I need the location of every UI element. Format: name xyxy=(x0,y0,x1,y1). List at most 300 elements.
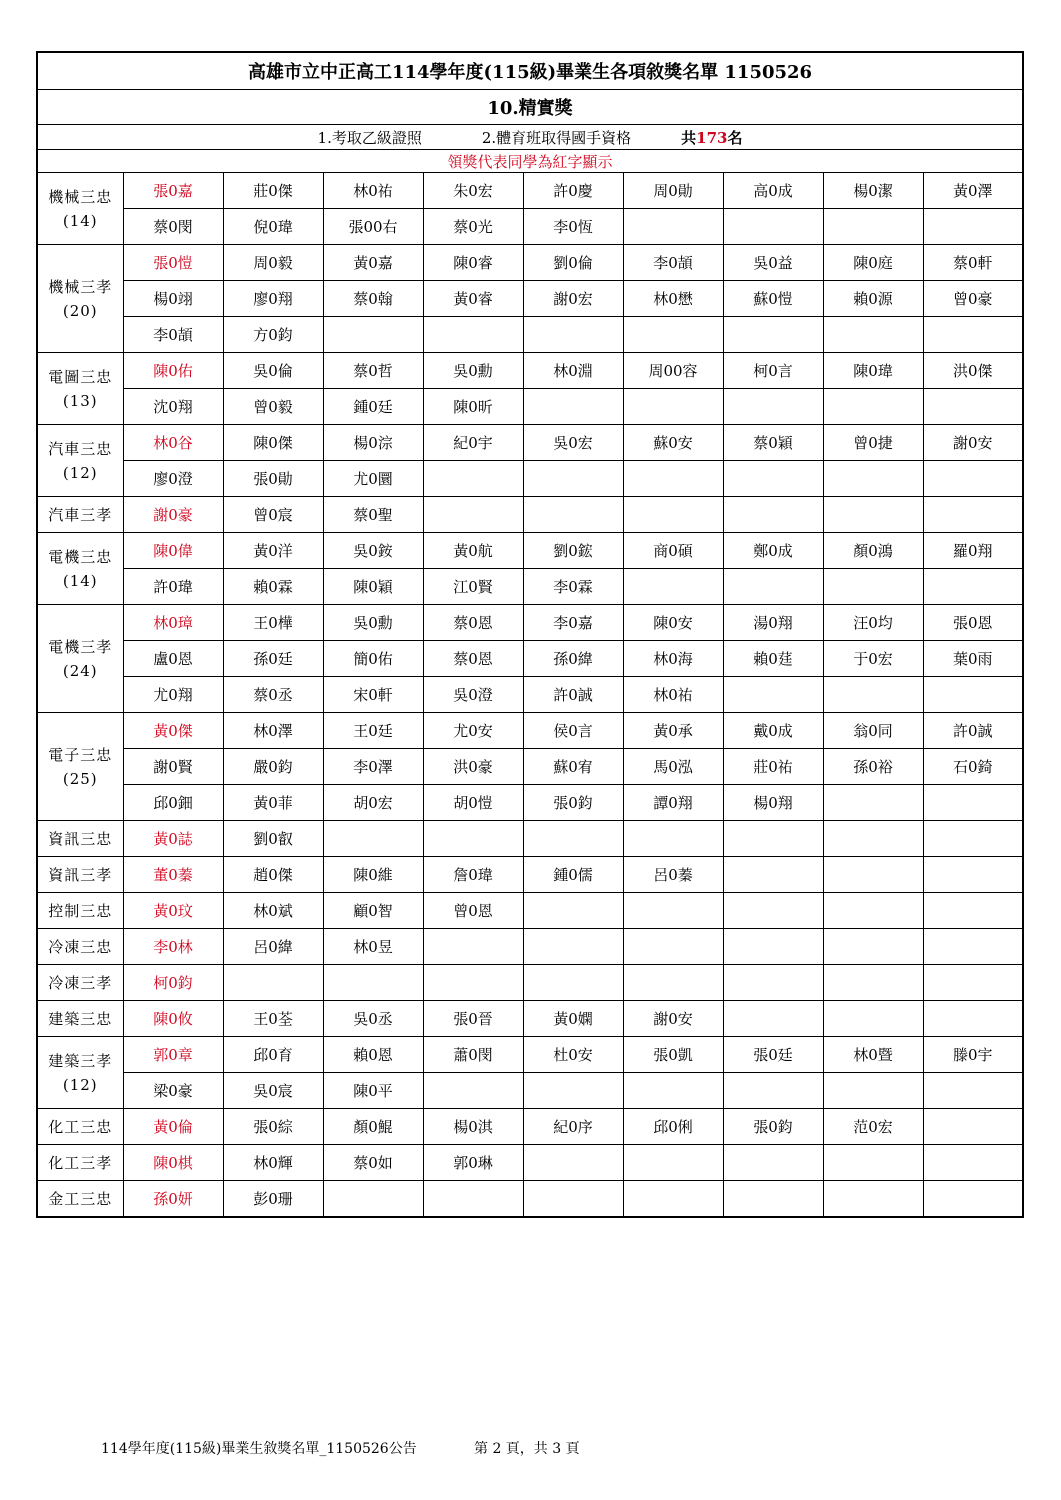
empty-cell xyxy=(623,317,723,353)
class-name: 汽車三忠 xyxy=(48,439,113,458)
criteria-row xyxy=(37,125,1023,150)
student-name: 吳0倫 xyxy=(223,353,323,389)
class-label xyxy=(37,893,123,929)
student-name: 林0祐 xyxy=(623,677,723,713)
student-name: 戴0成 xyxy=(723,713,823,749)
empty-cell xyxy=(923,821,1023,857)
empty-cell xyxy=(723,929,823,965)
student-name: 陳0安 xyxy=(623,605,723,641)
student-name: 譚0翔 xyxy=(623,785,723,821)
student-name: 胡0愷 xyxy=(423,785,523,821)
student-name: 方0鈞 xyxy=(223,317,323,353)
student-name: 滕0宇 xyxy=(923,1037,1023,1073)
student-name: 柯0言 xyxy=(723,353,823,389)
student-name: 陳0傑 xyxy=(223,425,323,461)
class-name: 冷凍三孝 xyxy=(48,973,113,992)
empty-cell xyxy=(223,965,323,1001)
class-name: 資訊三孝 xyxy=(48,865,113,884)
student-name: 謝0賢 xyxy=(123,749,223,785)
empty-cell xyxy=(723,821,823,857)
empty-cell xyxy=(923,1181,1023,1218)
student-name: 黃0承 xyxy=(623,713,723,749)
empty-cell xyxy=(623,209,723,245)
class-name: 化工三孝 xyxy=(48,1153,113,1172)
empty-cell xyxy=(423,821,523,857)
empty-cell xyxy=(823,893,923,929)
empty-cell xyxy=(823,1145,923,1181)
empty-cell xyxy=(723,461,823,497)
student-name: 許0誠 xyxy=(923,713,1023,749)
class-row xyxy=(37,929,1023,965)
class-row xyxy=(37,245,1023,281)
representative-student: 黃0玟 xyxy=(123,893,223,929)
award-row xyxy=(37,90,1023,125)
student-name: 梁0豪 xyxy=(123,1073,223,1109)
student-name: 詹0瑋 xyxy=(423,857,523,893)
total-number: 173 xyxy=(696,128,728,147)
student-name: 宋0軒 xyxy=(323,677,423,713)
student-name: 杜0安 xyxy=(523,1037,623,1073)
student-name: 張0勛 xyxy=(223,461,323,497)
student-name: 楊0淇 xyxy=(423,1109,523,1145)
student-name: 劉0倫 xyxy=(523,245,623,281)
class-row xyxy=(37,389,1023,425)
student-name: 呂0蓁 xyxy=(623,857,723,893)
empty-cell xyxy=(823,929,923,965)
student-name: 盧0恩 xyxy=(123,641,223,677)
empty-cell xyxy=(823,821,923,857)
criterion-1: 1.考取乙級證照 xyxy=(317,128,422,147)
student-name: 侯0言 xyxy=(523,713,623,749)
student-name: 尤0翔 xyxy=(123,677,223,713)
empty-cell xyxy=(423,317,523,353)
student-name: 黃0澤 xyxy=(923,173,1023,209)
class-name: 機械三忠 xyxy=(48,187,113,206)
student-name: 林0昱 xyxy=(323,929,423,965)
student-name: 陳0睿 xyxy=(423,245,523,281)
student-name: 洪0豪 xyxy=(423,749,523,785)
student-name: 謝0宏 xyxy=(523,281,623,317)
empty-cell xyxy=(423,1181,523,1218)
class-row xyxy=(37,281,1023,317)
student-name: 許0誠 xyxy=(523,677,623,713)
class-row xyxy=(37,1001,1023,1037)
student-name: 簡0佑 xyxy=(323,641,423,677)
award-name: 10.精實獎 xyxy=(37,90,1023,125)
class-row xyxy=(37,965,1023,1001)
student-name: 鍾0廷 xyxy=(323,389,423,425)
student-name: 紀0序 xyxy=(523,1109,623,1145)
class-row xyxy=(37,425,1023,461)
class-name: 資訊三忠 xyxy=(48,829,113,848)
student-name: 蔡0軒 xyxy=(923,245,1023,281)
class-row xyxy=(37,173,1023,209)
empty-cell xyxy=(623,821,723,857)
student-name: 陳0維 xyxy=(323,857,423,893)
empty-cell xyxy=(923,1145,1023,1181)
class-row xyxy=(37,821,1023,857)
empty-cell xyxy=(823,209,923,245)
student-name: 林0輝 xyxy=(223,1145,323,1181)
empty-cell xyxy=(823,461,923,497)
representative-student: 黃0倫 xyxy=(123,1109,223,1145)
empty-cell xyxy=(923,317,1023,353)
empty-cell xyxy=(523,1073,623,1109)
empty-cell xyxy=(823,389,923,425)
class-row xyxy=(37,353,1023,389)
document-title: 高雄市立中正高工114學年度(115級)畢業生各項敘獎名單 1150526 xyxy=(37,52,1023,90)
empty-cell xyxy=(923,461,1023,497)
student-name: 廖0翔 xyxy=(223,281,323,317)
class-label xyxy=(37,1001,123,1037)
representative-student: 陳0攸 xyxy=(123,1001,223,1037)
student-name: 曾0豪 xyxy=(923,281,1023,317)
student-name: 吳0勳 xyxy=(323,605,423,641)
empty-cell xyxy=(423,929,523,965)
empty-cell xyxy=(523,929,623,965)
class-row xyxy=(37,893,1023,929)
student-name: 王0廷 xyxy=(323,713,423,749)
award-table-body xyxy=(37,52,1023,1217)
representative-student: 黃0傑 xyxy=(123,713,223,749)
student-name: 石0錡 xyxy=(923,749,1023,785)
class-label xyxy=(37,965,123,1001)
student-name: 謝0安 xyxy=(623,1001,723,1037)
student-name: 劉0叡 xyxy=(223,821,323,857)
empty-cell xyxy=(823,1001,923,1037)
student-name: 邱0育 xyxy=(223,1037,323,1073)
empty-cell xyxy=(823,965,923,1001)
empty-cell xyxy=(323,821,423,857)
student-name: 吳0宏 xyxy=(523,425,623,461)
class-name: 電子三忠 xyxy=(48,745,113,764)
student-name: 林0海 xyxy=(623,641,723,677)
student-name: 黃0嫻 xyxy=(523,1001,623,1037)
student-name: 蔡0穎 xyxy=(723,425,823,461)
student-name: 倪0瑋 xyxy=(223,209,323,245)
empty-cell xyxy=(923,1109,1023,1145)
class-label xyxy=(37,1181,123,1218)
empty-cell xyxy=(723,677,823,713)
class-count: (13) xyxy=(62,391,98,410)
student-name: 呂0緯 xyxy=(223,929,323,965)
student-name: 范0宏 xyxy=(823,1109,923,1145)
student-name: 顏0鴻 xyxy=(823,533,923,569)
student-name: 張0恩 xyxy=(923,605,1023,641)
class-label xyxy=(37,929,123,965)
empty-cell xyxy=(623,569,723,605)
class-count: (25) xyxy=(62,769,98,788)
student-name: 王0荃 xyxy=(223,1001,323,1037)
student-name: 翁0同 xyxy=(823,713,923,749)
student-name: 郭0琳 xyxy=(423,1145,523,1181)
criterion-2: 2.體育班取得國手資格 xyxy=(481,128,632,147)
student-name: 鍾0儒 xyxy=(523,857,623,893)
student-name: 陳0庭 xyxy=(823,245,923,281)
class-label xyxy=(37,245,123,353)
class-row xyxy=(37,641,1023,677)
student-name: 吳0宸 xyxy=(223,1073,323,1109)
representative-student: 張0愷 xyxy=(123,245,223,281)
empty-cell xyxy=(823,497,923,533)
student-name: 黃0睿 xyxy=(423,281,523,317)
representative-student: 林0璋 xyxy=(123,605,223,641)
empty-cell xyxy=(823,1181,923,1218)
student-name: 馬0泓 xyxy=(623,749,723,785)
student-name: 楊0翔 xyxy=(723,785,823,821)
class-name: 建築三孝 xyxy=(48,1051,113,1070)
empty-cell xyxy=(523,317,623,353)
empty-cell xyxy=(923,965,1023,1001)
empty-cell xyxy=(523,821,623,857)
class-row xyxy=(37,461,1023,497)
empty-cell xyxy=(423,461,523,497)
empty-cell xyxy=(823,317,923,353)
student-name: 尤0安 xyxy=(423,713,523,749)
empty-cell xyxy=(823,785,923,821)
empty-cell xyxy=(923,785,1023,821)
student-name: 蔡0翰 xyxy=(323,281,423,317)
class-label xyxy=(37,173,123,245)
class-row xyxy=(37,533,1023,569)
student-name: 吳0益 xyxy=(723,245,823,281)
student-name: 曾0毅 xyxy=(223,389,323,425)
student-name: 曾0恩 xyxy=(423,893,523,929)
student-name: 黃0嘉 xyxy=(323,245,423,281)
empty-cell xyxy=(623,1181,723,1218)
class-row xyxy=(37,857,1023,893)
class-name: 機械三孝 xyxy=(48,277,113,296)
class-name: 金工三忠 xyxy=(48,1189,113,1208)
student-name: 鄭0成 xyxy=(723,533,823,569)
representative-student: 陳0棋 xyxy=(123,1145,223,1181)
student-name: 蔡0如 xyxy=(323,1145,423,1181)
class-row xyxy=(37,605,1023,641)
student-name: 蘇0愷 xyxy=(723,281,823,317)
empty-cell xyxy=(823,1073,923,1109)
class-label xyxy=(37,713,123,821)
student-name: 楊0潔 xyxy=(823,173,923,209)
student-name: 莊0傑 xyxy=(223,173,323,209)
class-label xyxy=(37,1109,123,1145)
class-name: 控制三忠 xyxy=(48,901,113,920)
student-name: 蔡0哲 xyxy=(323,353,423,389)
student-name: 林0淵 xyxy=(523,353,623,389)
class-row xyxy=(37,317,1023,353)
student-name: 商0碩 xyxy=(623,533,723,569)
student-name: 孫0廷 xyxy=(223,641,323,677)
empty-cell xyxy=(623,893,723,929)
class-row xyxy=(37,1181,1023,1218)
empty-cell xyxy=(623,965,723,1001)
representative-student: 謝0豪 xyxy=(123,497,223,533)
class-name: 建築三忠 xyxy=(48,1009,113,1028)
empty-cell xyxy=(723,317,823,353)
empty-cell xyxy=(523,497,623,533)
student-name: 蘇0安 xyxy=(623,425,723,461)
class-count: (24) xyxy=(62,661,98,680)
student-name: 高0成 xyxy=(723,173,823,209)
student-name: 吳0丞 xyxy=(323,1001,423,1037)
student-name: 蔡0閔 xyxy=(123,209,223,245)
student-name: 黃0洋 xyxy=(223,533,323,569)
student-name: 莊0祐 xyxy=(723,749,823,785)
empty-cell xyxy=(923,1001,1023,1037)
student-name: 賴0莛 xyxy=(723,641,823,677)
student-name: 林0祐 xyxy=(323,173,423,209)
representative-student: 陳0佑 xyxy=(123,353,223,389)
student-name: 林0澤 xyxy=(223,713,323,749)
class-row xyxy=(37,713,1023,749)
student-name: 顏0鯤 xyxy=(323,1109,423,1145)
representative-student: 李0林 xyxy=(123,929,223,965)
representative-student: 孫0妍 xyxy=(123,1181,223,1218)
student-name: 嚴0鈞 xyxy=(223,749,323,785)
student-name: 張0廷 xyxy=(723,1037,823,1073)
student-name: 孫0裕 xyxy=(823,749,923,785)
student-name: 張0鈞 xyxy=(723,1109,823,1145)
class-label xyxy=(37,1037,123,1109)
empty-cell xyxy=(623,389,723,425)
student-name: 林0懋 xyxy=(623,281,723,317)
empty-cell xyxy=(323,317,423,353)
student-name: 洪0傑 xyxy=(923,353,1023,389)
empty-cell xyxy=(723,893,823,929)
student-name: 劉0鋐 xyxy=(523,533,623,569)
student-name: 陳0平 xyxy=(323,1073,423,1109)
empty-cell xyxy=(823,569,923,605)
student-name: 吳0勳 xyxy=(423,353,523,389)
class-name: 電圖三忠 xyxy=(48,367,113,386)
student-name: 李0澤 xyxy=(323,749,423,785)
representative-student: 林0谷 xyxy=(123,425,223,461)
empty-cell xyxy=(823,857,923,893)
class-name: 電機三忠 xyxy=(48,547,113,566)
student-name: 王0樺 xyxy=(223,605,323,641)
empty-cell xyxy=(723,497,823,533)
student-name: 賴0霖 xyxy=(223,569,323,605)
student-name: 于0宏 xyxy=(823,641,923,677)
footer-document-name: 114學年度(115級)畢業生敘獎名單_1150526公告 xyxy=(101,1441,417,1457)
empty-cell xyxy=(723,569,823,605)
student-name: 蔡0恩 xyxy=(423,641,523,677)
student-name: 楊0淙 xyxy=(323,425,423,461)
student-name: 葉0雨 xyxy=(923,641,1023,677)
student-name: 胡0宏 xyxy=(323,785,423,821)
student-name: 黃0航 xyxy=(423,533,523,569)
class-label xyxy=(37,605,123,713)
class-label xyxy=(37,533,123,605)
student-name: 尤0圜 xyxy=(323,461,423,497)
student-name: 蔡0聖 xyxy=(323,497,423,533)
student-name: 趙0傑 xyxy=(223,857,323,893)
empty-cell xyxy=(823,677,923,713)
student-name: 陳0瑋 xyxy=(823,353,923,389)
empty-cell xyxy=(523,389,623,425)
student-name: 邱0鈿 xyxy=(123,785,223,821)
student-name: 彭0珊 xyxy=(223,1181,323,1218)
class-name: 電機三孝 xyxy=(48,637,113,656)
empty-cell xyxy=(723,209,823,245)
class-label xyxy=(37,1145,123,1181)
student-name: 蔡0恩 xyxy=(423,605,523,641)
empty-cell xyxy=(623,929,723,965)
representative-student: 陳0偉 xyxy=(123,533,223,569)
student-name: 周0勛 xyxy=(623,173,723,209)
student-name: 許0慶 xyxy=(523,173,623,209)
class-row xyxy=(37,785,1023,821)
class-name: 汽車三孝 xyxy=(48,505,113,524)
student-name: 曾0捷 xyxy=(823,425,923,461)
student-name: 李0霖 xyxy=(523,569,623,605)
student-name: 許0瑋 xyxy=(123,569,223,605)
total-count xyxy=(681,127,742,148)
empty-cell xyxy=(723,389,823,425)
class-row xyxy=(37,1037,1023,1073)
award-table xyxy=(36,51,1024,1218)
class-count: (14) xyxy=(62,211,98,230)
student-name: 林0暨 xyxy=(823,1037,923,1073)
class-label xyxy=(37,857,123,893)
empty-cell xyxy=(923,497,1023,533)
student-name: 顧0智 xyxy=(323,893,423,929)
empty-cell xyxy=(323,1181,423,1218)
empty-cell xyxy=(623,461,723,497)
student-name: 邱0俐 xyxy=(623,1109,723,1145)
class-row xyxy=(37,1109,1023,1145)
student-name: 林0斌 xyxy=(223,893,323,929)
total-prefix: 共 xyxy=(681,128,697,147)
empty-cell xyxy=(523,1145,623,1181)
empty-cell xyxy=(523,1181,623,1218)
empty-cell xyxy=(523,965,623,1001)
empty-cell xyxy=(723,1073,823,1109)
student-name: 曾0宸 xyxy=(223,497,323,533)
note-row xyxy=(37,150,1023,173)
representative-student: 張0嘉 xyxy=(123,173,223,209)
student-name: 蔡0光 xyxy=(423,209,523,245)
student-name: 李0嘉 xyxy=(523,605,623,641)
student-name: 李0恆 xyxy=(523,209,623,245)
student-name: 汪0均 xyxy=(823,605,923,641)
empty-cell xyxy=(923,857,1023,893)
student-name: 周00容 xyxy=(623,353,723,389)
empty-cell xyxy=(523,893,623,929)
empty-cell xyxy=(723,857,823,893)
student-name: 楊0翊 xyxy=(123,281,223,317)
empty-cell xyxy=(423,497,523,533)
student-name: 蔡0丞 xyxy=(223,677,323,713)
student-name: 謝0安 xyxy=(923,425,1023,461)
student-name: 蕭0閔 xyxy=(423,1037,523,1073)
empty-cell xyxy=(923,209,1023,245)
class-row xyxy=(37,1145,1023,1181)
student-name: 張0晉 xyxy=(423,1001,523,1037)
student-name: 黃0菲 xyxy=(223,785,323,821)
empty-cell xyxy=(923,929,1023,965)
class-row xyxy=(37,209,1023,245)
class-label xyxy=(37,353,123,425)
empty-cell xyxy=(523,461,623,497)
empty-cell xyxy=(723,965,823,1001)
student-name: 周0毅 xyxy=(223,245,323,281)
student-name: 紀0宇 xyxy=(423,425,523,461)
class-count: (20) xyxy=(62,301,98,320)
empty-cell xyxy=(623,1073,723,1109)
criteria-cell xyxy=(37,125,1023,150)
student-name: 朱0宏 xyxy=(423,173,523,209)
representative-student: 柯0鈞 xyxy=(123,965,223,1001)
